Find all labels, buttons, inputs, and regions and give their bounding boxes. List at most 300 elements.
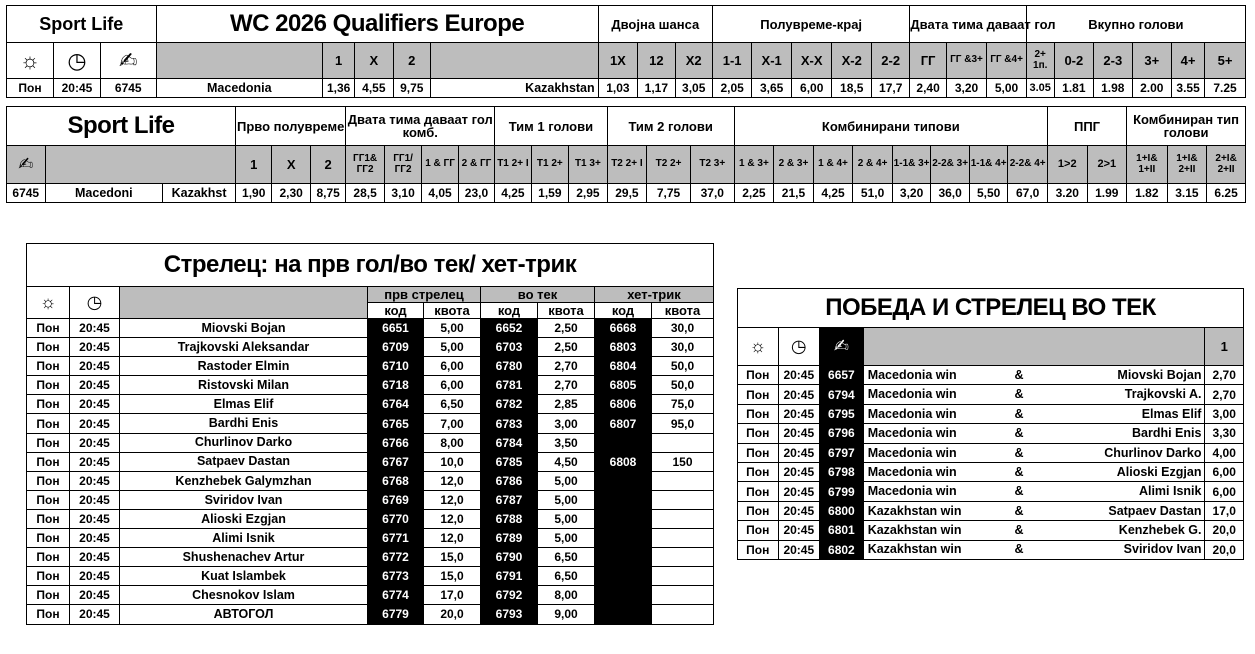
row-day: Пон — [738, 424, 779, 443]
odd-cell[interactable]: 3.15 — [1167, 184, 1207, 203]
col-2: 2 — [393, 43, 430, 79]
group-both-score-combo: Двата тима даваат гол комб. — [346, 107, 495, 146]
odd-cell[interactable]: 7,75 — [647, 184, 691, 203]
hattrick-odd[interactable] — [652, 433, 714, 452]
group-combined-goal-type: Комбиниран тип голови — [1127, 107, 1246, 146]
row-day: Пон — [738, 443, 779, 462]
row-day: Пон — [27, 357, 70, 376]
row-day: Пон — [27, 509, 70, 528]
first-scorer-odd[interactable]: 12,0 — [424, 490, 481, 509]
combo-odds-table — [6, 106, 1246, 203]
first-scorer-odd[interactable]: 12,0 — [424, 529, 481, 548]
col-odd: квота — [538, 303, 595, 319]
row-time: 20:45 — [778, 462, 820, 481]
player-name: АВТОГОЛ — [120, 605, 368, 624]
group-ppg: ППГ — [1047, 107, 1126, 146]
row-time: 20:45 — [70, 548, 120, 567]
match-row — [7, 79, 1246, 98]
col-odd: квота — [424, 303, 481, 319]
hattrick-code: 6806 — [595, 395, 652, 414]
row-odd[interactable]: 6,00 — [1205, 482, 1244, 501]
col-gg1-gg2: ГГ1& ГГ2 — [346, 146, 385, 184]
group-first-half: Прво полувреме — [236, 107, 346, 146]
first-scorer-code: 6774 — [368, 586, 424, 605]
row-code: 6796 — [820, 424, 864, 443]
hattrick-code — [595, 471, 652, 490]
first-scorer-code: 6765 — [368, 414, 424, 433]
table-row — [27, 376, 714, 395]
match-row-2 — [7, 184, 1246, 203]
first-scorer-code: 6769 — [368, 490, 424, 509]
hattrick-odd[interactable] — [652, 567, 714, 586]
table-row — [738, 424, 1244, 443]
col-t1-2plus-i: T1 2+ I — [495, 146, 531, 184]
odd-cell[interactable]: 67,0 — [1008, 184, 1048, 203]
odd-cell[interactable]: 3,20 — [892, 184, 931, 203]
row-code: 6800 — [820, 501, 864, 520]
odd-2[interactable]: 9,75 — [393, 79, 430, 98]
row-odd[interactable]: 4,00 — [1205, 443, 1244, 462]
odd-cell[interactable]: 6.25 — [1207, 184, 1246, 203]
hattrick-odd[interactable] — [652, 509, 714, 528]
anytime-odd[interactable]: 8,00 — [538, 586, 595, 605]
row-code: 6795 — [820, 404, 864, 423]
table-row — [738, 540, 1244, 559]
first-scorer-code: 6651 — [368, 319, 424, 338]
col-2-4plus: 2 & 4+ — [853, 146, 893, 184]
ampersand: & — [1003, 385, 1034, 404]
row-day: Пон — [27, 414, 70, 433]
first-scorer-odd[interactable]: 5,00 — [424, 319, 481, 338]
row-odd[interactable]: 3,30 — [1205, 424, 1244, 443]
player-name: Chesnokov Islam — [120, 586, 368, 605]
player-name: Miovski Bojan — [120, 319, 368, 338]
first-scorer-code: 6779 — [368, 605, 424, 624]
hattrick-code: 6805 — [595, 376, 652, 395]
odd-cell[interactable]: 1.99 — [1087, 184, 1127, 203]
first-scorer-odd[interactable]: 15,0 — [424, 548, 481, 567]
row-day: Пон — [27, 567, 70, 586]
anytime-code: 6793 — [481, 605, 538, 624]
odd-cell[interactable]: 2,40 — [910, 79, 946, 98]
player-name: Bardhi Enis — [120, 414, 368, 433]
col-22-4plus: 2-2& 4+ — [1008, 146, 1048, 184]
code-header-4 — [820, 328, 864, 366]
row-day: Пон — [27, 338, 70, 357]
first-scorer-odd[interactable]: 7,00 — [424, 414, 481, 433]
col-code: код — [368, 303, 424, 319]
away-header — [430, 43, 598, 79]
col-t1-2plus: T1 2+ — [531, 146, 568, 184]
table-row — [27, 338, 714, 357]
row-odd[interactable]: 2,70 — [1205, 385, 1244, 404]
col-22-3plus: 2-2& 3+ — [931, 146, 970, 184]
odd-cell[interactable]: 37,0 — [690, 184, 734, 203]
row-day: Пон — [27, 395, 70, 414]
anytime-odd[interactable]: 4,50 — [538, 452, 595, 471]
odd-cell[interactable]: 1,17 — [638, 79, 675, 98]
anytime-code: 6788 — [481, 509, 538, 528]
group-team1-goals: Тим 1 голови — [495, 107, 607, 146]
code-header — [100, 43, 156, 79]
odd-cell[interactable]: 3.55 — [1172, 79, 1205, 98]
ampersand: & — [1003, 443, 1034, 462]
team-win: Kazakhstan win — [863, 501, 1003, 520]
anytime-odd[interactable]: 3,50 — [538, 433, 595, 452]
col-fh-2: 2 — [310, 146, 345, 184]
hattrick-odd[interactable] — [652, 586, 714, 605]
match-time: 20:45 — [53, 79, 100, 98]
anytime-odd[interactable]: 3,00 — [538, 414, 595, 433]
table-row — [738, 385, 1244, 404]
scorers-title: Стрелец: на прв гол/во тек/ хет-трик — [27, 244, 714, 287]
table-row — [738, 501, 1244, 520]
first-scorer-odd[interactable]: 15,0 — [424, 567, 481, 586]
match-code-2: 6745 — [7, 184, 46, 203]
player-name: Sviridov Ivan — [120, 490, 368, 509]
hattrick-odd[interactable] — [652, 490, 714, 509]
hattrick-code: 6668 — [595, 319, 652, 338]
hattrick-code — [595, 567, 652, 586]
first-scorer-odd[interactable]: 6,00 — [424, 357, 481, 376]
col-x-1: X-1 — [752, 43, 792, 79]
anytime-code: 6780 — [481, 357, 538, 376]
odd-x[interactable]: 4,55 — [355, 79, 393, 98]
ampersand: & — [1003, 366, 1034, 385]
row-odd[interactable]: 2,70 — [1205, 366, 1244, 385]
odd-cell[interactable]: 4,25 — [495, 184, 531, 203]
hattrick-odd[interactable]: 30,0 — [652, 319, 714, 338]
col-1i-2ii: 1+I& 2+II — [1167, 146, 1207, 184]
ampersand: & — [1003, 404, 1034, 423]
first-scorer-code: 6768 — [368, 471, 424, 490]
hattrick-code: 6803 — [595, 338, 652, 357]
hattrick-code — [595, 433, 652, 452]
odd-cell[interactable]: 21,5 — [774, 184, 814, 203]
scorer-name: Bardhi Enis — [1035, 424, 1205, 443]
odd-cell[interactable]: 28,5 — [346, 184, 385, 203]
col-1i-1ii: 1+I& 1+II — [1127, 146, 1168, 184]
scorers-table — [26, 243, 714, 625]
col-x: X — [355, 43, 393, 79]
col-4plus: 4+ — [1172, 43, 1205, 79]
time-header-4 — [778, 328, 820, 366]
row-day: Пон — [738, 501, 779, 520]
anytime-odd[interactable]: 5,00 — [538, 490, 595, 509]
odd-cell[interactable]: 5,00 — [987, 79, 1027, 98]
player-name: Elmas Elif — [120, 395, 368, 414]
first-scorer-odd[interactable]: 10,0 — [424, 452, 481, 471]
col-2-3: 2-3 — [1094, 43, 1132, 79]
hattrick-odd[interactable]: 50,0 — [652, 376, 714, 395]
anytime-code: 6787 — [481, 490, 538, 509]
ampersand: & — [1003, 424, 1034, 443]
first-scorer-odd[interactable]: 17,0 — [424, 586, 481, 605]
group-double-chance: Двојна шанса — [598, 6, 712, 43]
row-day: Пон — [27, 605, 70, 624]
odd-cell[interactable]: 2,25 — [734, 184, 774, 203]
row-time: 20:45 — [70, 567, 120, 586]
hattrick-odd[interactable] — [652, 471, 714, 490]
anytime-code: 6652 — [481, 319, 538, 338]
row-day: Пон — [27, 452, 70, 471]
table-row — [738, 443, 1244, 462]
odd-cell[interactable]: 2,30 — [272, 184, 311, 203]
clock-icon: ◷ — [86, 292, 103, 312]
hattrick-odd[interactable]: 75,0 — [652, 395, 714, 414]
hattrick-odd[interactable]: 95,0 — [652, 414, 714, 433]
row-time: 20:45 — [778, 501, 820, 520]
row-code: 6794 — [820, 385, 864, 404]
col-1-header: 1 — [1205, 328, 1244, 366]
row-time: 20:45 — [70, 338, 120, 357]
table-row — [738, 462, 1244, 481]
row-odd[interactable]: 20,0 — [1205, 540, 1244, 559]
col-2-2: 2-2 — [871, 43, 909, 79]
odd-cell[interactable]: 18,5 — [832, 79, 872, 98]
anytime-odd[interactable]: 2,50 — [538, 319, 595, 338]
col-t1-3plus: T1 3+ — [569, 146, 608, 184]
odd-cell[interactable]: 1.98 — [1094, 79, 1132, 98]
row-day: Пон — [738, 385, 779, 404]
row-day: Пон — [738, 462, 779, 481]
table-row — [738, 521, 1244, 540]
row-code: 6657 — [820, 366, 864, 385]
hattrick-code — [595, 586, 652, 605]
col-x-x: X-X — [791, 43, 832, 79]
table-row — [27, 395, 714, 414]
code-header-2 — [7, 146, 46, 184]
odd-cell[interactable]: 4,05 — [422, 184, 458, 203]
hattrick-odd[interactable]: 50,0 — [652, 357, 714, 376]
odd-cell[interactable]: 8,75 — [310, 184, 345, 203]
home-header — [156, 43, 323, 79]
row-odd[interactable]: 6,00 — [1205, 462, 1244, 481]
hattrick-odd[interactable]: 30,0 — [652, 338, 714, 357]
hattrick-odd[interactable]: 150 — [652, 452, 714, 471]
day-header — [7, 43, 54, 79]
first-scorer-code: 6710 — [368, 357, 424, 376]
scorer-name: Trajkovski A. — [1035, 385, 1205, 404]
anytime-odd[interactable]: 2,70 — [538, 357, 595, 376]
odd-cell[interactable]: 1,90 — [236, 184, 272, 203]
table-row — [27, 471, 714, 490]
odd-cell[interactable]: 5,50 — [969, 184, 1008, 203]
scorer-name: Alimi Isnik — [1035, 482, 1205, 501]
odd-cell[interactable]: 3,10 — [384, 184, 421, 203]
anytime-odd[interactable]: 5,00 — [538, 529, 595, 548]
col-2-3plus: 2 & 3+ — [774, 146, 814, 184]
anytime-odd[interactable]: 5,00 — [538, 509, 595, 528]
col-code: код — [595, 303, 652, 319]
anytime-odd[interactable]: 6,50 — [538, 567, 595, 586]
time-header — [53, 43, 100, 79]
first-scorer-odd[interactable]: 5,00 — [424, 338, 481, 357]
row-odd[interactable]: 3,00 — [1205, 404, 1244, 423]
row-odd[interactable]: 17,0 — [1205, 501, 1244, 520]
group-both-score: Двата тима даваат гол — [910, 6, 1026, 43]
anytime-code: 6791 — [481, 567, 538, 586]
row-day: Пон — [27, 471, 70, 490]
col-2-gg: 2 & ГГ — [458, 146, 494, 184]
table-row — [27, 490, 714, 509]
hattrick-code — [595, 509, 652, 528]
anytime-code: 6781 — [481, 376, 538, 395]
col-t2-2plus-i: T2 2+ I — [607, 146, 647, 184]
col-1x: 1X — [598, 43, 638, 79]
odd-cell[interactable]: 17,7 — [871, 79, 909, 98]
anytime-odd[interactable]: 2,70 — [538, 376, 595, 395]
table-row — [27, 509, 714, 528]
team-win: Macedonia win — [863, 385, 1003, 404]
odd-cell[interactable]: 23,0 — [458, 184, 494, 203]
anytime-odd[interactable]: 2,85 — [538, 395, 595, 414]
sun-icon: ☼ — [19, 47, 41, 73]
table-row — [27, 586, 714, 605]
anytime-code: 6784 — [481, 433, 538, 452]
row-day: Пон — [27, 529, 70, 548]
col-x-2: X-2 — [832, 43, 872, 79]
odd-cell[interactable]: 36,0 — [931, 184, 970, 203]
row-time: 20:45 — [70, 529, 120, 548]
match-day: Пон — [7, 79, 54, 98]
row-day: Пон — [27, 548, 70, 567]
ampersand: & — [1003, 540, 1034, 559]
table-row — [27, 548, 714, 567]
away-team-2: Kazakhst — [163, 184, 236, 203]
row-time: 20:45 — [778, 424, 820, 443]
col-gg: ГГ — [910, 43, 946, 79]
table-row — [27, 529, 714, 548]
home-team: Macedonia — [156, 79, 323, 98]
team-win: Kazakhstan win — [863, 521, 1003, 540]
odd-cell[interactable]: 1.81 — [1054, 79, 1094, 98]
first-scorer-code: 6773 — [368, 567, 424, 586]
col-1: 1 — [323, 43, 355, 79]
row-time: 20:45 — [70, 357, 120, 376]
row-time: 20:45 — [778, 366, 820, 385]
clock-icon: ◷ — [67, 47, 87, 73]
group-total-goals: Вкупно голови — [1026, 6, 1245, 43]
row-time: 20:45 — [70, 490, 120, 509]
odd-cell[interactable]: 1,03 — [598, 79, 638, 98]
first-scorer-odd[interactable]: 20,0 — [424, 605, 481, 624]
odd-cell[interactable]: 7.25 — [1205, 79, 1246, 98]
odd-cell[interactable]: 4,25 — [813, 184, 853, 203]
row-day: Пон — [738, 404, 779, 423]
first-scorer-odd[interactable]: 6,00 — [424, 376, 481, 395]
anytime-code: 6792 — [481, 586, 538, 605]
anytime-odd[interactable]: 6,50 — [538, 548, 595, 567]
group-combined-types: Комбинирани типови — [734, 107, 1047, 146]
row-time: 20:45 — [70, 509, 120, 528]
odd-cell[interactable]: 3,05 — [675, 79, 712, 98]
row-time: 20:45 — [70, 395, 120, 414]
main-odds-table — [6, 5, 1246, 98]
first-scorer-code: 6709 — [368, 338, 424, 357]
first-scorer-code: 6767 — [368, 452, 424, 471]
first-scorer-code: 6764 — [368, 395, 424, 414]
time-header-3 — [70, 287, 120, 319]
col-gg1-or-gg2: ГГ1/ ГГ2 — [384, 146, 421, 184]
col-t2-3plus: T2 3+ — [690, 146, 734, 184]
first-scorer-odd[interactable]: 8,00 — [424, 433, 481, 452]
team-win: Macedonia win — [863, 424, 1003, 443]
hattrick-code — [595, 490, 652, 509]
anytime-odd[interactable]: 2,50 — [538, 338, 595, 357]
odd-1[interactable]: 1,36 — [323, 79, 355, 98]
player-header — [120, 287, 368, 319]
row-day: Пон — [27, 433, 70, 452]
sun-icon: ☼ — [39, 292, 57, 312]
row-time: 20:45 — [70, 319, 120, 338]
hattrick-odd[interactable] — [652, 605, 714, 624]
team-win: Macedonia win — [863, 443, 1003, 462]
odd-cell[interactable]: 6,00 — [791, 79, 832, 98]
odd-cell[interactable]: 51,0 — [853, 184, 893, 203]
row-day: Пон — [738, 482, 779, 501]
odd-cell[interactable]: 29,5 — [607, 184, 647, 203]
table-row — [27, 567, 714, 586]
col-3plus: 3+ — [1132, 43, 1172, 79]
anytime-odd[interactable]: 9,00 — [538, 605, 595, 624]
selection-header — [863, 328, 1205, 366]
col-11-3plus: 1-1& 3+ — [892, 146, 931, 184]
table-row — [27, 319, 714, 338]
group-hattrick: хет-трик — [595, 287, 714, 303]
odd-cell[interactable]: 1,59 — [531, 184, 568, 203]
first-scorer-odd[interactable]: 12,0 — [424, 471, 481, 490]
col-1-4plus: 1 & 4+ — [813, 146, 853, 184]
odd-cell[interactable]: 2,95 — [569, 184, 608, 203]
row-time: 20:45 — [778, 385, 820, 404]
odd-cell[interactable]: 3,65 — [752, 79, 792, 98]
odd-cell[interactable]: 3.20 — [1047, 184, 1087, 203]
anytime-code: 6783 — [481, 414, 538, 433]
odd-cell[interactable]: 3,20 — [946, 79, 987, 98]
odd-cell[interactable]: 1.82 — [1127, 184, 1168, 203]
odd-cell[interactable]: 2.00 — [1132, 79, 1172, 98]
day-header-4 — [738, 328, 779, 366]
first-scorer-code: 6772 — [368, 548, 424, 567]
hattrick-odd[interactable] — [652, 529, 714, 548]
row-time: 20:45 — [70, 414, 120, 433]
hattrick-code — [595, 548, 652, 567]
row-time: 20:45 — [70, 376, 120, 395]
player-name: Trajkovski Aleksandar — [120, 338, 368, 357]
hattrick-code: 6807 — [595, 414, 652, 433]
win-scorer-table — [737, 288, 1244, 560]
first-scorer-odd[interactable]: 12,0 — [424, 509, 481, 528]
first-scorer-odd[interactable]: 6,50 — [424, 395, 481, 414]
row-code: 6797 — [820, 443, 864, 462]
col-fh-x: X — [272, 146, 311, 184]
player-name: Shushenachev Artur — [120, 548, 368, 567]
ampersand: & — [1003, 521, 1034, 540]
anytime-odd[interactable]: 5,00 — [538, 471, 595, 490]
team-win: Macedonia win — [863, 482, 1003, 501]
col-fh-1: 1 — [236, 146, 272, 184]
player-name: Churlinov Darko — [120, 433, 368, 452]
hattrick-odd[interactable] — [652, 548, 714, 567]
odd-cell[interactable]: 3.05 — [1026, 79, 1054, 98]
odd-cell[interactable]: 2,05 — [712, 79, 752, 98]
hattrick-code — [595, 605, 652, 624]
row-time: 20:45 — [778, 540, 820, 559]
row-odd[interactable]: 20,0 — [1205, 521, 1244, 540]
col-12: 12 — [638, 43, 675, 79]
hattrick-code — [595, 529, 652, 548]
